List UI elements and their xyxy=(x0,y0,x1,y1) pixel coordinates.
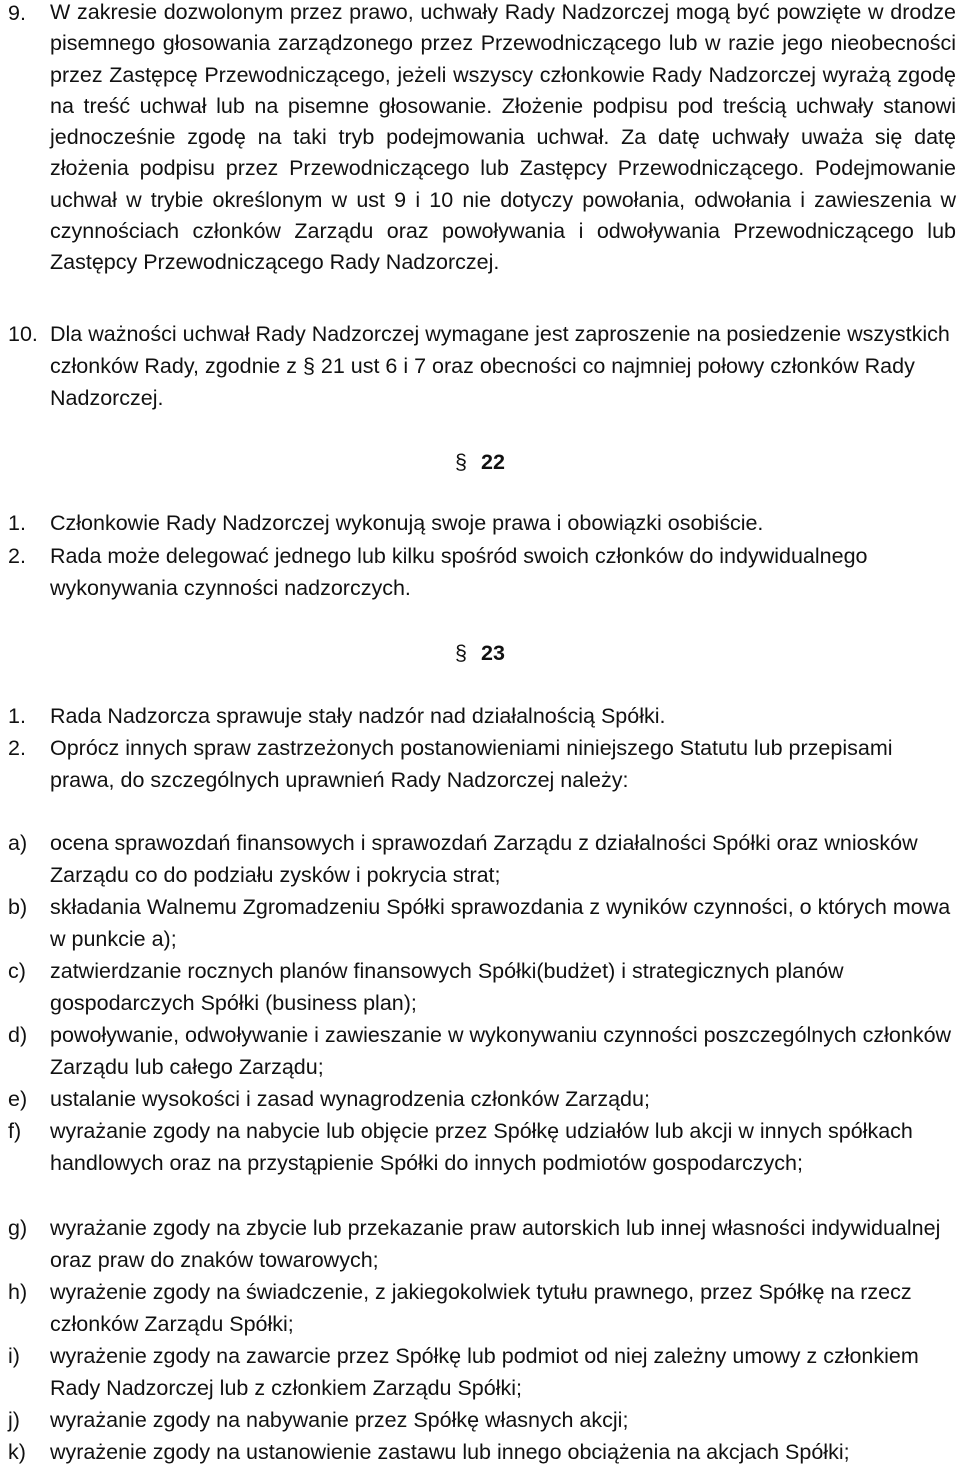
list-text: ocena sprawozdań finansowych i sprawozdań Zarządu z działalności Spółki oraz wniosków Zarządu co do podziału zysków i pokrycia strat; xyxy=(50,831,918,887)
section-symbol: § xyxy=(455,450,468,474)
section-23-item-2 xyxy=(8,732,956,796)
list-item-h xyxy=(8,1276,956,1340)
section-number: 23 xyxy=(481,641,505,665)
list-letter: c) xyxy=(8,959,26,983)
list-text: wyrażenie zgody na ustanowienie zastawu lub innego obciążenia na akcjach Spółki; xyxy=(50,1440,850,1464)
section-22-item-1 xyxy=(8,507,956,539)
item-number: 1. xyxy=(8,704,26,728)
list-letter: k) xyxy=(8,1440,26,1464)
list-item-f xyxy=(8,1115,956,1179)
list-item-j xyxy=(8,1404,956,1436)
list-item-g xyxy=(8,1212,956,1276)
item-text: Rada Nadzorcza sprawuje stały nadzór nad działalnością Spółki. xyxy=(50,704,666,728)
item-text: Rada może delegować jednego lub kilku spośród swoich członków do indywidualnego wykonywania czynności nadzorczych. xyxy=(50,544,868,600)
list-item-b xyxy=(8,891,956,955)
list-letter: h) xyxy=(8,1280,28,1304)
list-letter: g) xyxy=(8,1216,28,1240)
list-letter: j) xyxy=(8,1408,20,1432)
list-letter: i) xyxy=(8,1344,20,1368)
section-22-item-2 xyxy=(8,540,956,604)
section-heading-23 xyxy=(0,637,960,669)
list-item-c xyxy=(8,955,956,1019)
paragraph-9 xyxy=(8,0,956,279)
list-letter: a) xyxy=(8,831,28,855)
section-symbol: § xyxy=(455,641,468,665)
list-text: zatwierdzanie rocznych planów finansowych Spółki(budżet) i strategicznych planów gospodarczych Spółki (business plan); xyxy=(50,959,844,1015)
item-text: Oprócz innych spraw zastrzeżonych postanowieniami niniejszego Statutu lub przepisami prawa, do szczególnych uprawnień Rady Nadzorczej należy: xyxy=(50,736,893,792)
section-number: 22 xyxy=(481,450,505,474)
list-letter: b) xyxy=(8,895,28,919)
list-item-i xyxy=(8,1340,956,1404)
list-letter: f) xyxy=(8,1119,22,1143)
section-23-item-1 xyxy=(8,700,956,732)
list-letter: d) xyxy=(8,1023,28,1047)
paragraph-text: W zakresie dozwolonym przez prawo, uchwały Rady Nadzorczej mogą być powzięte w drodze pisemnego głosowania zarządzonego przez Przewodniczącego lub w razie jego nieobecności przez Zastępcę Przewodniczącego, jeżeli wszyscy członkowie Rady Nadzorczej wyrażą zgodę na treść uchwał lub na pisemne głosowanie. Złożenie podpisu pod treścią uchwały stanowi jednocześnie zgodę na taki tryb podejmowania uchwał. Za datę uchwały uważa się datę złożenia podpisu przez Przewodniczącego lub Zastępcy Przewodniczącego. Podejmowanie uchwał w trybie określonym w ust 9 i 10 nie dotyczy powołania, odwołania i zawieszenia w czynnościach członków Zarządu oraz powoływania i odwoływania Przewodniczącego lub Zastępcy Przewodniczącego Rady Nadzorczej. xyxy=(50,0,956,275)
section-heading-22 xyxy=(0,446,960,478)
list-text: wyrażanie zgody na nabywanie przez Spółkę własnych akcji; xyxy=(50,1408,629,1432)
item-text: Członkowie Rady Nadzorczej wykonują swoje prawa i obowiązki osobiście. xyxy=(50,511,764,535)
list-item-a xyxy=(8,827,956,891)
paragraph-text: Dla ważności uchwał Rady Nadzorczej wymagane jest zaproszenie na posiedzenie wszystkich członków Rady, zgodnie z § 21 ust 6 i 7 oraz obecności co najmniej połowy członków Rady Nadzorczej. xyxy=(50,322,950,410)
list-text: wyrażanie zgody na zbycie lub przekazanie praw autorskich lub innej własności indywidualnej oraz praw do znaków towarowych; xyxy=(50,1216,941,1272)
item-number: 1. xyxy=(8,511,26,535)
item-number: 2. xyxy=(8,544,26,568)
list-letter: e) xyxy=(8,1087,28,1111)
list-text: składania Walnemu Zgromadzeniu Spółki sprawozdania z wyników czynności, o których mowa w punkcie a); xyxy=(50,895,951,951)
list-item-e xyxy=(8,1083,956,1115)
list-text: ustalanie wysokości i zasad wynagrodzenia członków Zarządu; xyxy=(50,1087,650,1111)
paragraph-number: 10. xyxy=(8,322,38,346)
item-number: 2. xyxy=(8,736,26,760)
list-item-d xyxy=(8,1019,956,1083)
list-text: wyrażenie zgody na zawarcie przez Spółkę lub podmiot od niej zależny umowy z członkiem Rady Nadzorczej lub z członkiem Zarządu Spółki; xyxy=(50,1344,919,1400)
paragraph-number: 9. xyxy=(8,1,26,25)
list-text: wyrażenie zgody na świadczenie, z jakiegokolwiek tytułu prawnego, przez Spółkę na rzecz członków Zarządu Spółki; xyxy=(50,1280,912,1336)
list-text: wyrażanie zgody na nabycie lub objęcie przez Spółkę udziałów lub akcji w innych spółkach handlowych oraz na przystąpienie Spółki do innych podmiotów gospodarczych; xyxy=(50,1119,913,1175)
list-item-k xyxy=(8,1436,956,1468)
paragraph-10 xyxy=(8,318,956,414)
list-text: powoływanie, odwoływanie i zawieszanie w wykonywaniu czynności poszczególnych członków Zarządu lub całego Zarządu; xyxy=(50,1023,952,1079)
